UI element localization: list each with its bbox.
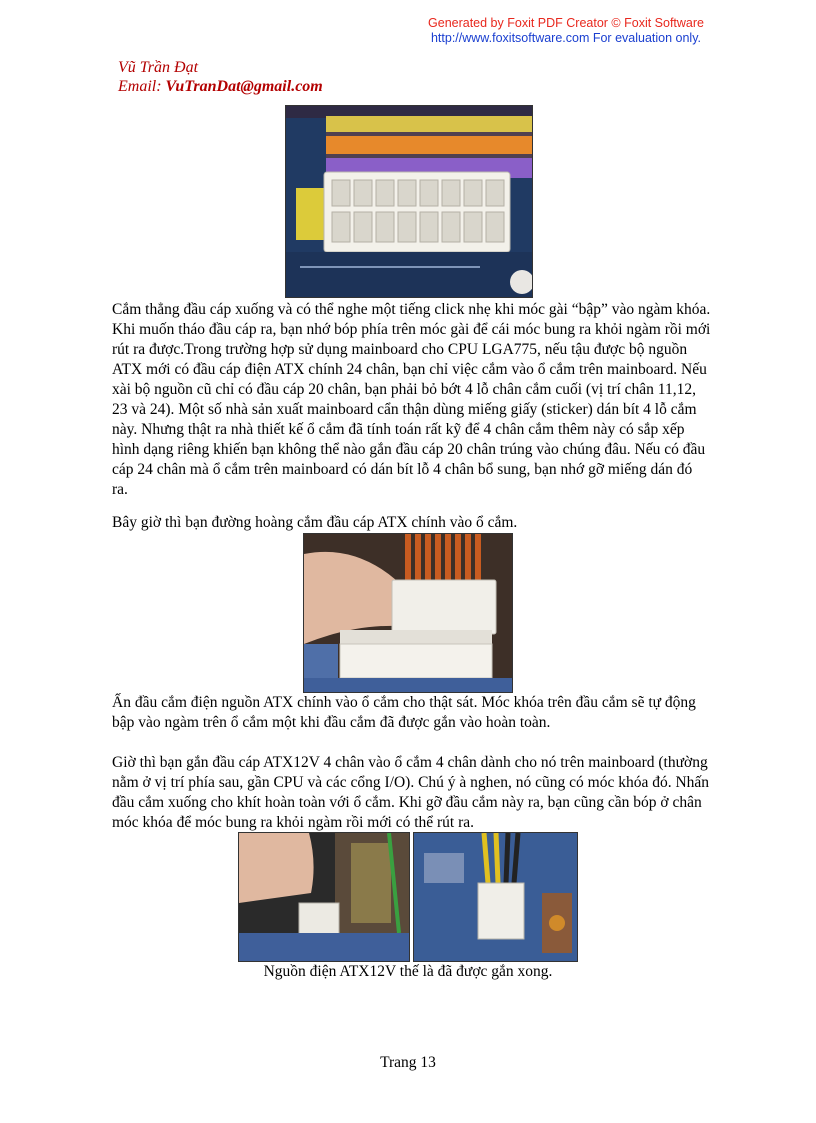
watermark-line-1: Generated by Foxit PDF Creator © Foxit Software (428, 16, 704, 30)
atx12v-right-illustration (414, 833, 577, 961)
atx-socket-illustration (286, 106, 532, 297)
author-header (118, 58, 323, 96)
photo-caption: Nguồn điện ATX12V thế là đã được gắn xong. (263, 963, 553, 980)
author-name: Vũ Trần Đạt (118, 59, 199, 76)
atx12v-installed-photo-right (413, 832, 578, 962)
author-email: VuTranDat@gmail.com (165, 78, 323, 95)
email-label: Email: (118, 78, 166, 95)
atx12v-left-illustration (239, 833, 409, 961)
paragraph-3: Ấn đầu cắm điện nguồn ATX chính vào ổ cắm cho thật sát. Móc khóa trên đầu cắm sẽ tự động bập vào ngàm trên ổ cắm một khi đầu cắm đã được gắn vào hoàn toàn. (112, 694, 696, 731)
paragraph-1: Cắm thẳng đầu cáp xuống và có thể nghe một tiếng click nhẹ khi móc gài “bập” vào ngàm khóa. Khi muốn tháo đầu cáp ra, bạn nhớ bóp phía trên móc gài để cái móc bung ra khỏi ngàm rồi mới rút ra được.Trong trường hợp sử dụng mainboard cho CPU LGA775, nếu tậu được bộ nguồn ATX mới có đầu cáp điện ATX chính 24 chân, bạn chỉ việc cắm vào ổ cắm trên mainboard. Nếu xài bộ nguồn cũ chỉ có đầu cáp 20 chân, bạn phải bỏ bớt 4 lỗ chân cắm cuối (vị trí chân 11,12, 23 và 24). Một số nhà sản xuất mainboard cẩn thận dùng miếng giấy (sticker) dán bít 4 lỗ cắm này. Nhưng thật ra nhà thiết kế ổ cắm đã tính toán rất kỹ để 4 chân cắm thêm này có sắp xếp hình dạng riêng khiến bạn không thể nào gắn đầu cáp 20 chân trúng vào chúng đâu. Nếu có đầu cáp 24 chân mà ổ cắm trên mainboard có dán bít lỗ 4 chân bổ sung, bạn nhớ gỡ miếng dán đó ra. (112, 301, 711, 498)
connector-insert-illustration (304, 534, 512, 692)
author-email-line (118, 77, 323, 96)
atx-socket-photo (285, 105, 533, 298)
page-number: Trang 13 (380, 1054, 436, 1071)
watermark-line-2: http://www.foxitsoftware.com For evaluation only. (430, 31, 702, 45)
atx12v-insert-photo-left (238, 832, 410, 962)
paragraph-4: Giờ thì bạn gắn đầu cáp ATX12V 4 chân vào ổ cắm 4 chân dành cho nó trên mainboard (thường nằm ở vị trí phía sau, gần CPU và các cổng I/O). Chú ý à nghen, nó cũng có móc khóa đó. Nhấn đầu cắm xuống cho khít hoàn toàn với ổ cắm. Khi gỡ đầu cắm này ra, bạn cũng cần bóp ở chân móc khóa để móc bung ra khỏi ngàm rồi mới có thể rút ra. (112, 754, 710, 831)
paragraph-2: Bây giờ thì bạn đường hoàng cắm đầu cáp ATX chính vào ổ cắm. (112, 514, 518, 531)
foxit-watermark (428, 16, 704, 46)
atx-connector-insert-photo (303, 533, 513, 693)
